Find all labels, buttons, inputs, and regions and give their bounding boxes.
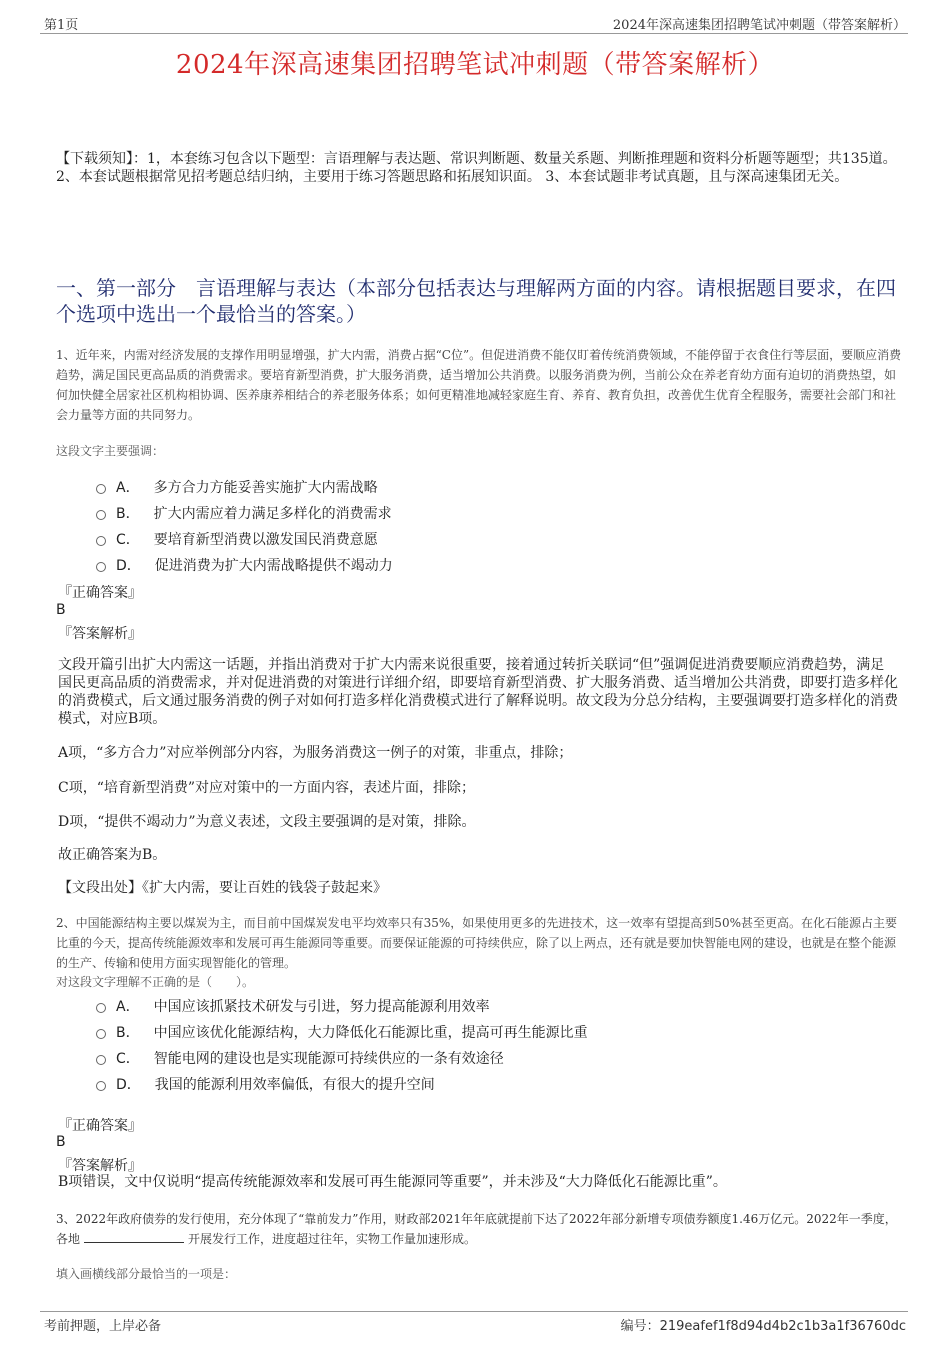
question-2-option-a[interactable] xyxy=(96,996,490,1016)
question-2-answer: B xyxy=(56,1134,66,1150)
question-1-stem: 这段文字主要强调： xyxy=(56,444,165,458)
question-2-option-b[interactable] xyxy=(96,1022,588,1042)
footer-code xyxy=(621,1315,906,1334)
question-2-analysis: B项错误，文中仅说明“提高传统能源效率和发展可再生能源同等重要”，并未涉及“大力降低化石能源比重”。 xyxy=(58,1174,727,1190)
option-key: C． xyxy=(116,532,140,548)
question-1-answer: B xyxy=(56,602,66,618)
question-1-source: 【文段出处】《扩大内需，要让百姓的钱袋子鼓起来》 xyxy=(58,880,387,896)
question-2-option-d[interactable] xyxy=(96,1074,435,1094)
option-key: D． xyxy=(116,1077,141,1093)
header-doc-title: 2024年深高速集团招聘笔试冲刺题（带答案解析） xyxy=(612,18,906,33)
question-3-text xyxy=(56,1209,902,1249)
radio-icon[interactable] xyxy=(96,562,106,572)
question-1-text: 1、近年来，内需对经济发展的支撑作用明显增强，扩大内需，消费占据“C位”。但促进消费不能仅盯着传统消费领域，不能停留于衣食住行等层面，要顺应消费趋势，满足国民更高品质的消费需求。要培育新型消费，扩大服务消费，适当增加公共消费。以服务消费为例，当前公众在养老育幼方面有迫切的消费热望，如何加快健全居家社区机构相协调、医养康养相结合的养老服务体系；如何更精准地减轻家庭生育、养育、教育负担，改善优生优育全程服务，需要社会部门和社会力量等方面的共同努力。 xyxy=(56,348,902,422)
option-key: D． xyxy=(116,558,141,574)
radio-icon[interactable] xyxy=(96,1029,106,1039)
option-key: A． xyxy=(116,480,140,496)
radio-icon[interactable] xyxy=(96,1081,106,1091)
question-1-option-b[interactable] xyxy=(96,503,392,523)
radio-icon[interactable] xyxy=(96,1055,106,1065)
footer-code-value: 219eafef1f8d94d4b2c1b3a1f36760dc xyxy=(659,1319,906,1334)
question-1-exclusion-d: D项，“提供不竭动力”为意义表述，文段主要强调的是对策，排除。 xyxy=(58,814,476,830)
radio-icon[interactable] xyxy=(96,1003,106,1013)
question-1-option-d[interactable] xyxy=(96,555,393,575)
question-3-stem: 填入画横线部分最恰当的一项是： xyxy=(56,1267,237,1281)
option-key: A． xyxy=(116,999,140,1015)
option-text: 中国应该优化能源结构，大力降低化石能源比重，提高可再生能源比重 xyxy=(153,1025,588,1041)
question-2-option-c[interactable] xyxy=(96,1048,504,1068)
correct-answer-label: 『正确答案』 xyxy=(58,585,142,601)
page-number: 第1页 xyxy=(44,18,79,33)
header-rule xyxy=(40,33,908,34)
question-1-option-a[interactable] xyxy=(96,477,378,497)
question-1-analysis: 文段开篇引出扩大内需这一话题，并指出消费对于扩大内需来说很重要，接着通过转折关联词“但”强调促进消费要顺应消费趋势，满足国民更高品质的消费需求，并对促进消费的对策进行详细介绍，即要培育新型消费、扩大服务消费、适当增加公共消费，即要打造多样化的消费模式，后文通过服务消费的例子对如何打造多样化消费模式进行了解释说明。故文段为分总分结构，主要强调要打造多样化的消费模式，对应B项。 xyxy=(58,657,898,727)
question-1-exclusion-a: A项，“多方合力”对应举例部分内容，为服务消费这一例子的对策，非重点，排除； xyxy=(58,745,573,761)
option-text: 我国的能源利用效率偏低，有很大的提升空间 xyxy=(154,1077,435,1093)
footer-code-label: 编号： xyxy=(620,1319,660,1334)
question-2-stem: 对这段文字理解不正确的是（ ）。 xyxy=(56,975,255,989)
question-3-text-after: 开展发行工作，进度超过往年，实物工作量加速形成。 xyxy=(188,1232,477,1246)
page-title: 2024年深高速集团招聘笔试冲刺题（带答案解析） xyxy=(175,50,775,80)
option-key: C． xyxy=(116,1051,140,1067)
radio-icon[interactable] xyxy=(96,510,106,520)
question-3-text-before: 3、2022年政府债券的发行使用，充分体现了“靠前发力”作用，财政部2021年年底就提前下达了2022年部分新增专项债券额度1.46万亿元。2022年一季度，各地 xyxy=(56,1212,897,1246)
question-1-option-c[interactable] xyxy=(96,529,378,549)
option-text: 扩大内需应着力满足多样化的消费需求 xyxy=(153,506,392,522)
option-key: B． xyxy=(116,506,140,522)
radio-icon[interactable] xyxy=(96,484,106,494)
analysis-label: 『答案解析』 xyxy=(58,626,142,642)
download-notice: 【下载须知】：1，本套练习包含以下题型：言语理解与表达题、常识判断题、数量关系题、判断推理题和资料分析题等题型；共135道。 2、本套试题根据常见招考题总结归纳，主要用于练习答题思路和拓展知识面。 3、本套试题非考试真题，且与深高速集团无关。 xyxy=(56,151,897,185)
radio-icon[interactable] xyxy=(96,536,106,546)
option-text: 要培育新型消费以激发国民消费意愿 xyxy=(153,532,378,548)
option-text: 中国应该抓紧技术研发与引进，努力提高能源利用效率 xyxy=(153,999,490,1015)
question-1-conclusion: 故正确答案为B。 xyxy=(58,847,167,863)
correct-answer-label: 『正确答案』 xyxy=(58,1118,142,1134)
question-2-text: 2、中国能源结构主要以煤炭为主，而目前中国煤炭发电平均效率只有35%，如果使用更多的先进技术，这一效率有望提高到50%甚至更高。在化石能源占主要比重的今天，提高传统能源效率和发展可再生能源同等重要。而要保证能源的可持续供应，除了以上两点，还有就是要加快智能电网的建设，也就是在整个能源的生产、传输和使用方面实现智能化的管理。 xyxy=(56,916,897,970)
option-text: 促进消费为扩大内需战略提供不竭动力 xyxy=(154,558,393,574)
section-heading: 一、第一部分 言语理解与表达（本部分包括表达与理解两方面的内容。请根据题目要求，在四个选项中选出一个最恰当的答案。） xyxy=(56,276,896,326)
footer-rule xyxy=(40,1311,908,1312)
option-text: 智能电网的建设也是实现能源可持续供应的一条有效途径 xyxy=(153,1051,504,1067)
option-text: 多方合力方能妥善实施扩大内需战略 xyxy=(153,480,378,496)
footer-slogan: 考前押题，上岸必备 xyxy=(44,1319,162,1334)
option-key: B． xyxy=(116,1025,140,1041)
fill-blank xyxy=(84,1230,184,1243)
analysis-label: 『答案解析』 xyxy=(58,1158,142,1174)
question-1-exclusion-c: C项，“培育新型消费”对应对策中的一方面内容，表述片面，排除； xyxy=(58,780,476,796)
